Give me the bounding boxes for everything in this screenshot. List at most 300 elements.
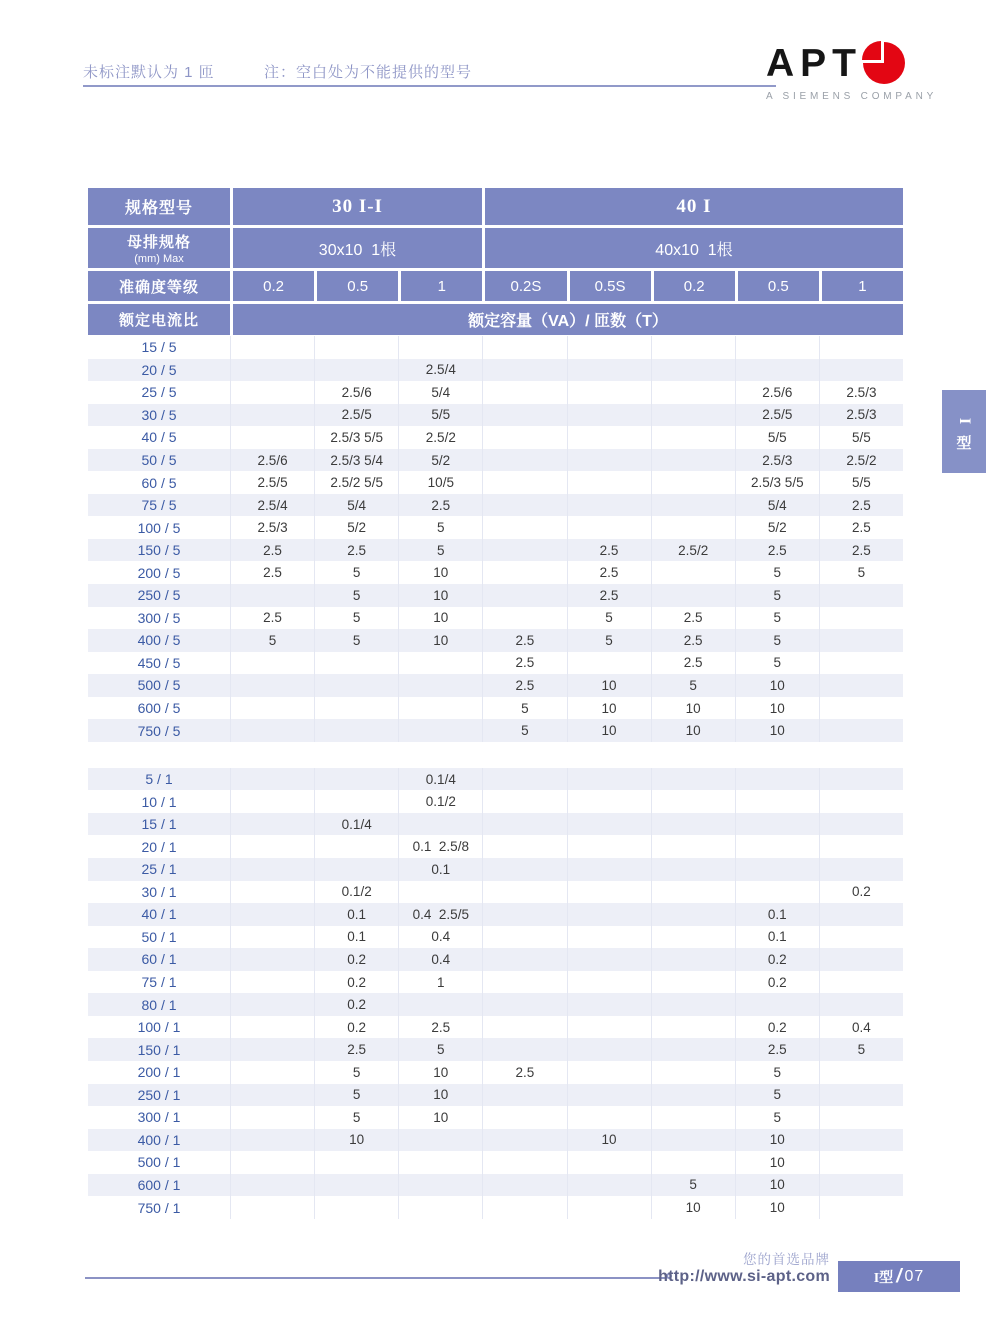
capacity-cell: 5 [314,629,398,652]
capacity-cell [230,1038,314,1061]
capacity-cell: 5 [735,1084,819,1107]
table-row [88,359,903,382]
capacity-cell [819,584,903,607]
capacity-cell [314,1174,398,1197]
capacity-cell [567,494,651,517]
capacity-cell [819,948,903,971]
capacity-cell: 2.5/5 [314,404,398,427]
ratio-cell: 80 / 1 [141,996,177,1013]
ratio-cell: 15 / 1 [141,816,177,833]
capacity-cell [230,1016,314,1039]
capacity-cell [819,652,903,675]
capacity-cell [230,903,314,926]
capacity-cell [651,516,735,539]
capacity-cell [651,381,735,404]
capacity-cell [819,971,903,994]
table-row [88,881,903,904]
table-row [88,858,903,881]
ratio-cell: 5 / 1 [145,771,173,788]
capacity-cell [398,1174,482,1197]
capacity-cell: 5 [567,629,651,652]
capacity-cell: 2.5/6 [230,449,314,472]
capacity-cell: 0.1/2 [398,790,482,813]
table-row [88,1084,903,1107]
table-row [88,790,903,813]
capacity-cell: 5 [567,607,651,630]
capacity-cell [230,652,314,675]
ratio-cell: 40 / 5 [141,429,177,446]
capacity-cell [735,835,819,858]
ratio-cell: 300 / 1 [137,1109,181,1126]
capacity-cell [314,858,398,881]
capacity-cell [651,790,735,813]
capacity-cell: 2.5 [230,561,314,584]
capacity-cell [482,903,566,926]
capacity-cell: 10 [398,1084,482,1107]
capacity-cell: 0.2 [819,881,903,904]
capacity-cell [651,1129,735,1152]
footer-url-link[interactable]: http://www.si-apt.com [658,1268,830,1285]
page-tag: I型 [873,1270,894,1286]
capacity-cell [482,971,566,994]
capacity-cell [314,336,398,359]
ratio-cell: 10 / 1 [141,793,177,810]
busbar-row [88,228,903,268]
ratio-cell: 500 / 1 [137,1154,181,1171]
capacity-cell: 5 [819,561,903,584]
table-row [88,381,903,404]
ratings-section-5a [88,336,903,742]
table-row [88,948,903,971]
capacity-cell [567,471,651,494]
capacity-cell [482,926,566,949]
ratio-cell: 40 / 1 [141,906,177,923]
capacity-cell [314,652,398,675]
capacity-cell [230,719,314,742]
ratio-cell: 600 / 1 [137,1176,181,1193]
capacity-cell [482,1196,566,1219]
capacity-cell [567,359,651,382]
table-row [88,993,903,1016]
capacity-cell [314,768,398,791]
capacity-cell [482,1038,566,1061]
table-row [88,1151,903,1174]
busbar-30-value: 30x10 1根 [233,228,482,268]
capacity-cell: 10 [398,1061,482,1084]
capacity-cell [567,903,651,926]
capacity-cell: 5 [314,1084,398,1107]
ratio-cell: 500 / 5 [137,677,181,694]
capacity-cell: 0.1 [735,903,819,926]
ratio-cell: 600 / 5 [137,700,181,717]
table-row [88,971,903,994]
table-row [88,494,903,517]
capacity-cell: 10 [398,1106,482,1129]
capacity-cell: 5/5 [398,404,482,427]
capacity-cell: 2.5/2 5/5 [314,471,398,494]
table-row [88,516,903,539]
capacity-cell [567,449,651,472]
capacity-cell: 0.1/2 [314,881,398,904]
side-tab-i: I [955,417,973,424]
blank-cells-note: 注：空白处为不能提供的型号 [264,64,473,81]
capacity-cell: 0.2 [314,993,398,1016]
capacity-cell: 2.5/5 [230,471,314,494]
capacity-cell: 0.4 [819,1016,903,1039]
accuracy-class-cell: 0.5S [570,271,651,301]
capacity-cell: 5 [230,629,314,652]
capacity-cell: 2.5/4 [230,494,314,517]
page-number: 07 [904,1267,925,1285]
capacity-cell [651,471,735,494]
capacity-cell: 2.5 [314,539,398,562]
ratio-cell: 20 / 5 [141,361,177,378]
capacity-cell [651,404,735,427]
capacity-cell: 10 [735,1151,819,1174]
accuracy-class-cell: 1 [401,271,482,301]
capacity-cell: 5 [314,1106,398,1129]
capacity-cell [735,768,819,791]
capacity-cell [482,948,566,971]
capacity-cell [567,971,651,994]
capacity-cell [735,813,819,836]
capacity-cell [819,835,903,858]
ratio-header-row [88,304,903,335]
capacity-cell [651,1106,735,1129]
capacity-cell: 10 [398,607,482,630]
capacity-cell [819,813,903,836]
capacity-cell [819,674,903,697]
capacity-cell: 2.5 [567,539,651,562]
capacity-cell: 5 [819,1038,903,1061]
capacity-cell [567,652,651,675]
capacity-cell: 2.5 [651,652,735,675]
capacity-cell: 10 [398,629,482,652]
capacity-cell: 5 [314,584,398,607]
table-row [88,719,903,742]
ratio-cell: 250 / 1 [137,1086,181,1103]
capacity-cell [398,1129,482,1152]
capacity-cell: 10 [735,1174,819,1197]
table-row [88,835,903,858]
capacity-cell: 5 [398,516,482,539]
capacity-cell [314,1151,398,1174]
capacity-cell: 5/2 [314,516,398,539]
capacity-cell [819,926,903,949]
ratio-cell: 50 / 1 [141,928,177,945]
capacity-cell: 2.5 [819,516,903,539]
capacity-cell [482,539,566,562]
capacity-cell [651,359,735,382]
capacity-cell: 2.5/2 [651,539,735,562]
capacity-cell [314,359,398,382]
capacity-cell [482,835,566,858]
capacity-cell: 2.5 [398,1016,482,1039]
capacity-cell [651,336,735,359]
capacity-cell [230,1084,314,1107]
capacity-cell: 0.4 [398,948,482,971]
capacity-cell: 5 [398,1038,482,1061]
capacity-cell [482,1151,566,1174]
ratio-cell: 50 / 5 [141,452,177,468]
capacity-cell [230,948,314,971]
capacity-cell [314,835,398,858]
capacity-cell [230,1106,314,1129]
capacity-cell [398,697,482,720]
accuracy-row [88,271,903,301]
capacity-cell [819,1106,903,1129]
capacity-cell [819,858,903,881]
capacity-cell: 10 [567,674,651,697]
table-row [88,584,903,607]
capacity-cell [651,993,735,1016]
capacity-cell [482,584,566,607]
capacity-cell: 2.5 [735,539,819,562]
side-tab-type-i [942,390,986,473]
capacity-cell [735,336,819,359]
capacity-cell [567,790,651,813]
capacity-cell: 5 [735,652,819,675]
capacity-cell [651,768,735,791]
accuracy-class-cell: 0.2 [654,271,735,301]
capacity-cell [567,1106,651,1129]
capacity-cell [819,607,903,630]
capacity-cell [398,993,482,1016]
capacity-cell: 2.5 [819,539,903,562]
capacity-cell [482,516,566,539]
capacity-cell: 2.5/5 [735,404,819,427]
capacity-cell [314,697,398,720]
model-40-header: 40 I [485,188,903,225]
busbar-label-main: 母排规格 [126,234,191,251]
capacity-cell [651,426,735,449]
capacity-cell [230,790,314,813]
ratio-cell: 75 / 5 [141,497,177,514]
capacity-cell: 5 [735,584,819,607]
capacity-cell [314,790,398,813]
capacity-cell: 2.5 [819,494,903,517]
capacity-cell: 10 [735,1129,819,1152]
capacity-cell [482,813,566,836]
capacity-cell: 10 [735,697,819,720]
capacity-cell [651,584,735,607]
capacity-cell: 2.5 [735,1038,819,1061]
capacity-cell: 5/2 [398,449,482,472]
table-row [88,768,903,791]
capacity-cell [398,881,482,904]
capacity-cell: 5 [482,697,566,720]
ratio-cell: 100 / 1 [137,1019,181,1036]
capacity-cell: 10 [314,1129,398,1152]
ratio-cell: 200 / 5 [137,564,181,581]
table-row [88,336,903,359]
capacity-cell: 2.5/3 5/5 [735,471,819,494]
capacity-cell [819,359,903,382]
capacity-cell [230,926,314,949]
capacity-cell [819,1174,903,1197]
capacity-cell [482,494,566,517]
table-row [88,561,903,584]
accuracy-class-cell: 0.5 [738,271,819,301]
capacity-cell: 5 [735,1106,819,1129]
table-row [88,903,903,926]
capacity-cell [567,404,651,427]
capacity-cell [314,674,398,697]
table-row [88,926,903,949]
capacity-cell [230,993,314,1016]
model-30-header: 30 I-I [233,188,482,225]
capacity-cell: 2.5 [567,561,651,584]
capacity-cell [482,768,566,791]
capacity-cell [482,881,566,904]
capacity-cell [482,1084,566,1107]
capacity-cell [567,1084,651,1107]
capacity-cell: 0.2 [735,971,819,994]
capacity-cell: 10 [398,561,482,584]
capacity-cell: 0.2 [735,1016,819,1039]
capacity-cell: 2.5/3 [230,516,314,539]
capacity-cell: 2.5 [482,674,566,697]
table-row [88,471,903,494]
table-row [88,1038,903,1061]
capacity-cell [567,516,651,539]
capacity-cell: 0.2 [735,948,819,971]
table-row [88,404,903,427]
table-row [88,629,903,652]
capacity-cell [314,1196,398,1219]
capacity-cell [398,1196,482,1219]
capacity-cell: 5/4 [735,494,819,517]
capacity-cell [819,1061,903,1084]
spec-model-label: 规格型号 [88,188,230,225]
capacity-cell [482,1129,566,1152]
capacity-cell [651,494,735,517]
table-row [88,697,903,720]
page-number-box [838,1261,960,1292]
capacity-cell [819,336,903,359]
capacity-turns-label: 额定容量（VA）/ 匝数（T） [233,304,903,335]
capacity-cell [482,359,566,382]
ratio-cell: 20 / 1 [141,838,177,855]
capacity-cell: 10 [651,719,735,742]
capacity-cell [230,404,314,427]
ratio-cell: 25 / 5 [141,384,177,401]
capacity-cell: 5 [735,607,819,630]
capacity-cell [230,1151,314,1174]
capacity-cell: 2.5/3 5/4 [314,449,398,472]
accuracy-label: 准确度等级 [88,271,230,301]
capacity-cell [230,1129,314,1152]
capacity-cell [482,449,566,472]
capacity-cell: 5 [482,719,566,742]
capacity-cell [651,813,735,836]
capacity-cell [819,993,903,1016]
capacity-cell [230,697,314,720]
ratio-cell: 450 / 5 [137,654,181,671]
pie-chart-icon [863,42,905,84]
capacity-cell [819,1129,903,1152]
capacity-cell [314,719,398,742]
capacity-cell [230,1196,314,1219]
accuracy-class-cell: 0.2S [485,271,566,301]
capacity-cell [398,1151,482,1174]
table-row [88,674,903,697]
capacity-cell: 5 [314,561,398,584]
capacity-cell [482,1016,566,1039]
capacity-cell [398,652,482,675]
capacity-cell: 2.5 [230,539,314,562]
capacity-cell [398,336,482,359]
capacity-cell [819,768,903,791]
capacity-cell: 2.5 [482,1061,566,1084]
capacity-cell: 2.5/3 [819,381,903,404]
busbar-label-sub: (mm) Max [134,253,184,265]
capacity-cell [735,881,819,904]
capacity-cell: 5 [651,674,735,697]
capacity-cell [230,813,314,836]
capacity-cell [819,697,903,720]
capacity-cell: 5 [735,629,819,652]
ratio-cell: 30 / 1 [141,883,177,900]
capacity-cell [819,1084,903,1107]
ratio-cell: 60 / 5 [141,474,177,491]
header-rule [83,85,776,87]
capacity-cell [398,813,482,836]
capacity-cell [230,835,314,858]
capacity-cell: 0.1 [314,926,398,949]
accuracy-class-cell: 1 [822,271,903,301]
ratio-cell: 750 / 1 [137,1199,181,1216]
capacity-cell: 1 [398,971,482,994]
capacity-cell [482,607,566,630]
capacity-cell [567,1151,651,1174]
ratio-cell: 30 / 5 [141,406,177,423]
capacity-cell [230,1174,314,1197]
capacity-cell [567,1174,651,1197]
capacity-cell [230,768,314,791]
capacity-cell: 10 [735,674,819,697]
ratio-cell: 200 / 1 [137,1064,181,1081]
capacity-cell [651,971,735,994]
capacity-cell [651,1061,735,1084]
ratings-table [88,188,903,1219]
capacity-cell [567,835,651,858]
capacity-cell [567,858,651,881]
capacity-cell [567,1038,651,1061]
capacity-cell [651,948,735,971]
capacity-cell [230,971,314,994]
capacity-cell: 2.5/3 5/5 [314,426,398,449]
capacity-cell: 5 [314,1061,398,1084]
table-row [88,813,903,836]
capacity-cell [482,993,566,1016]
capacity-cell: 10 [567,1129,651,1152]
capacity-cell: 2.5 [482,652,566,675]
ratio-cell: 100 / 5 [137,519,181,536]
capacity-cell [230,381,314,404]
capacity-cell: 2.5 [230,607,314,630]
footer-rule [85,1277,665,1279]
capacity-cell [482,790,566,813]
capacity-cell: 0.1/4 [314,813,398,836]
capacity-cell: 2.5/6 [735,381,819,404]
capacity-cell: 2.5/3 [819,404,903,427]
capacity-cell [567,926,651,949]
accuracy-class-cell: 0.2 [233,271,314,301]
capacity-cell [819,1196,903,1219]
ratio-cell: 300 / 5 [137,609,181,626]
ratings-section-1a [88,768,903,1219]
